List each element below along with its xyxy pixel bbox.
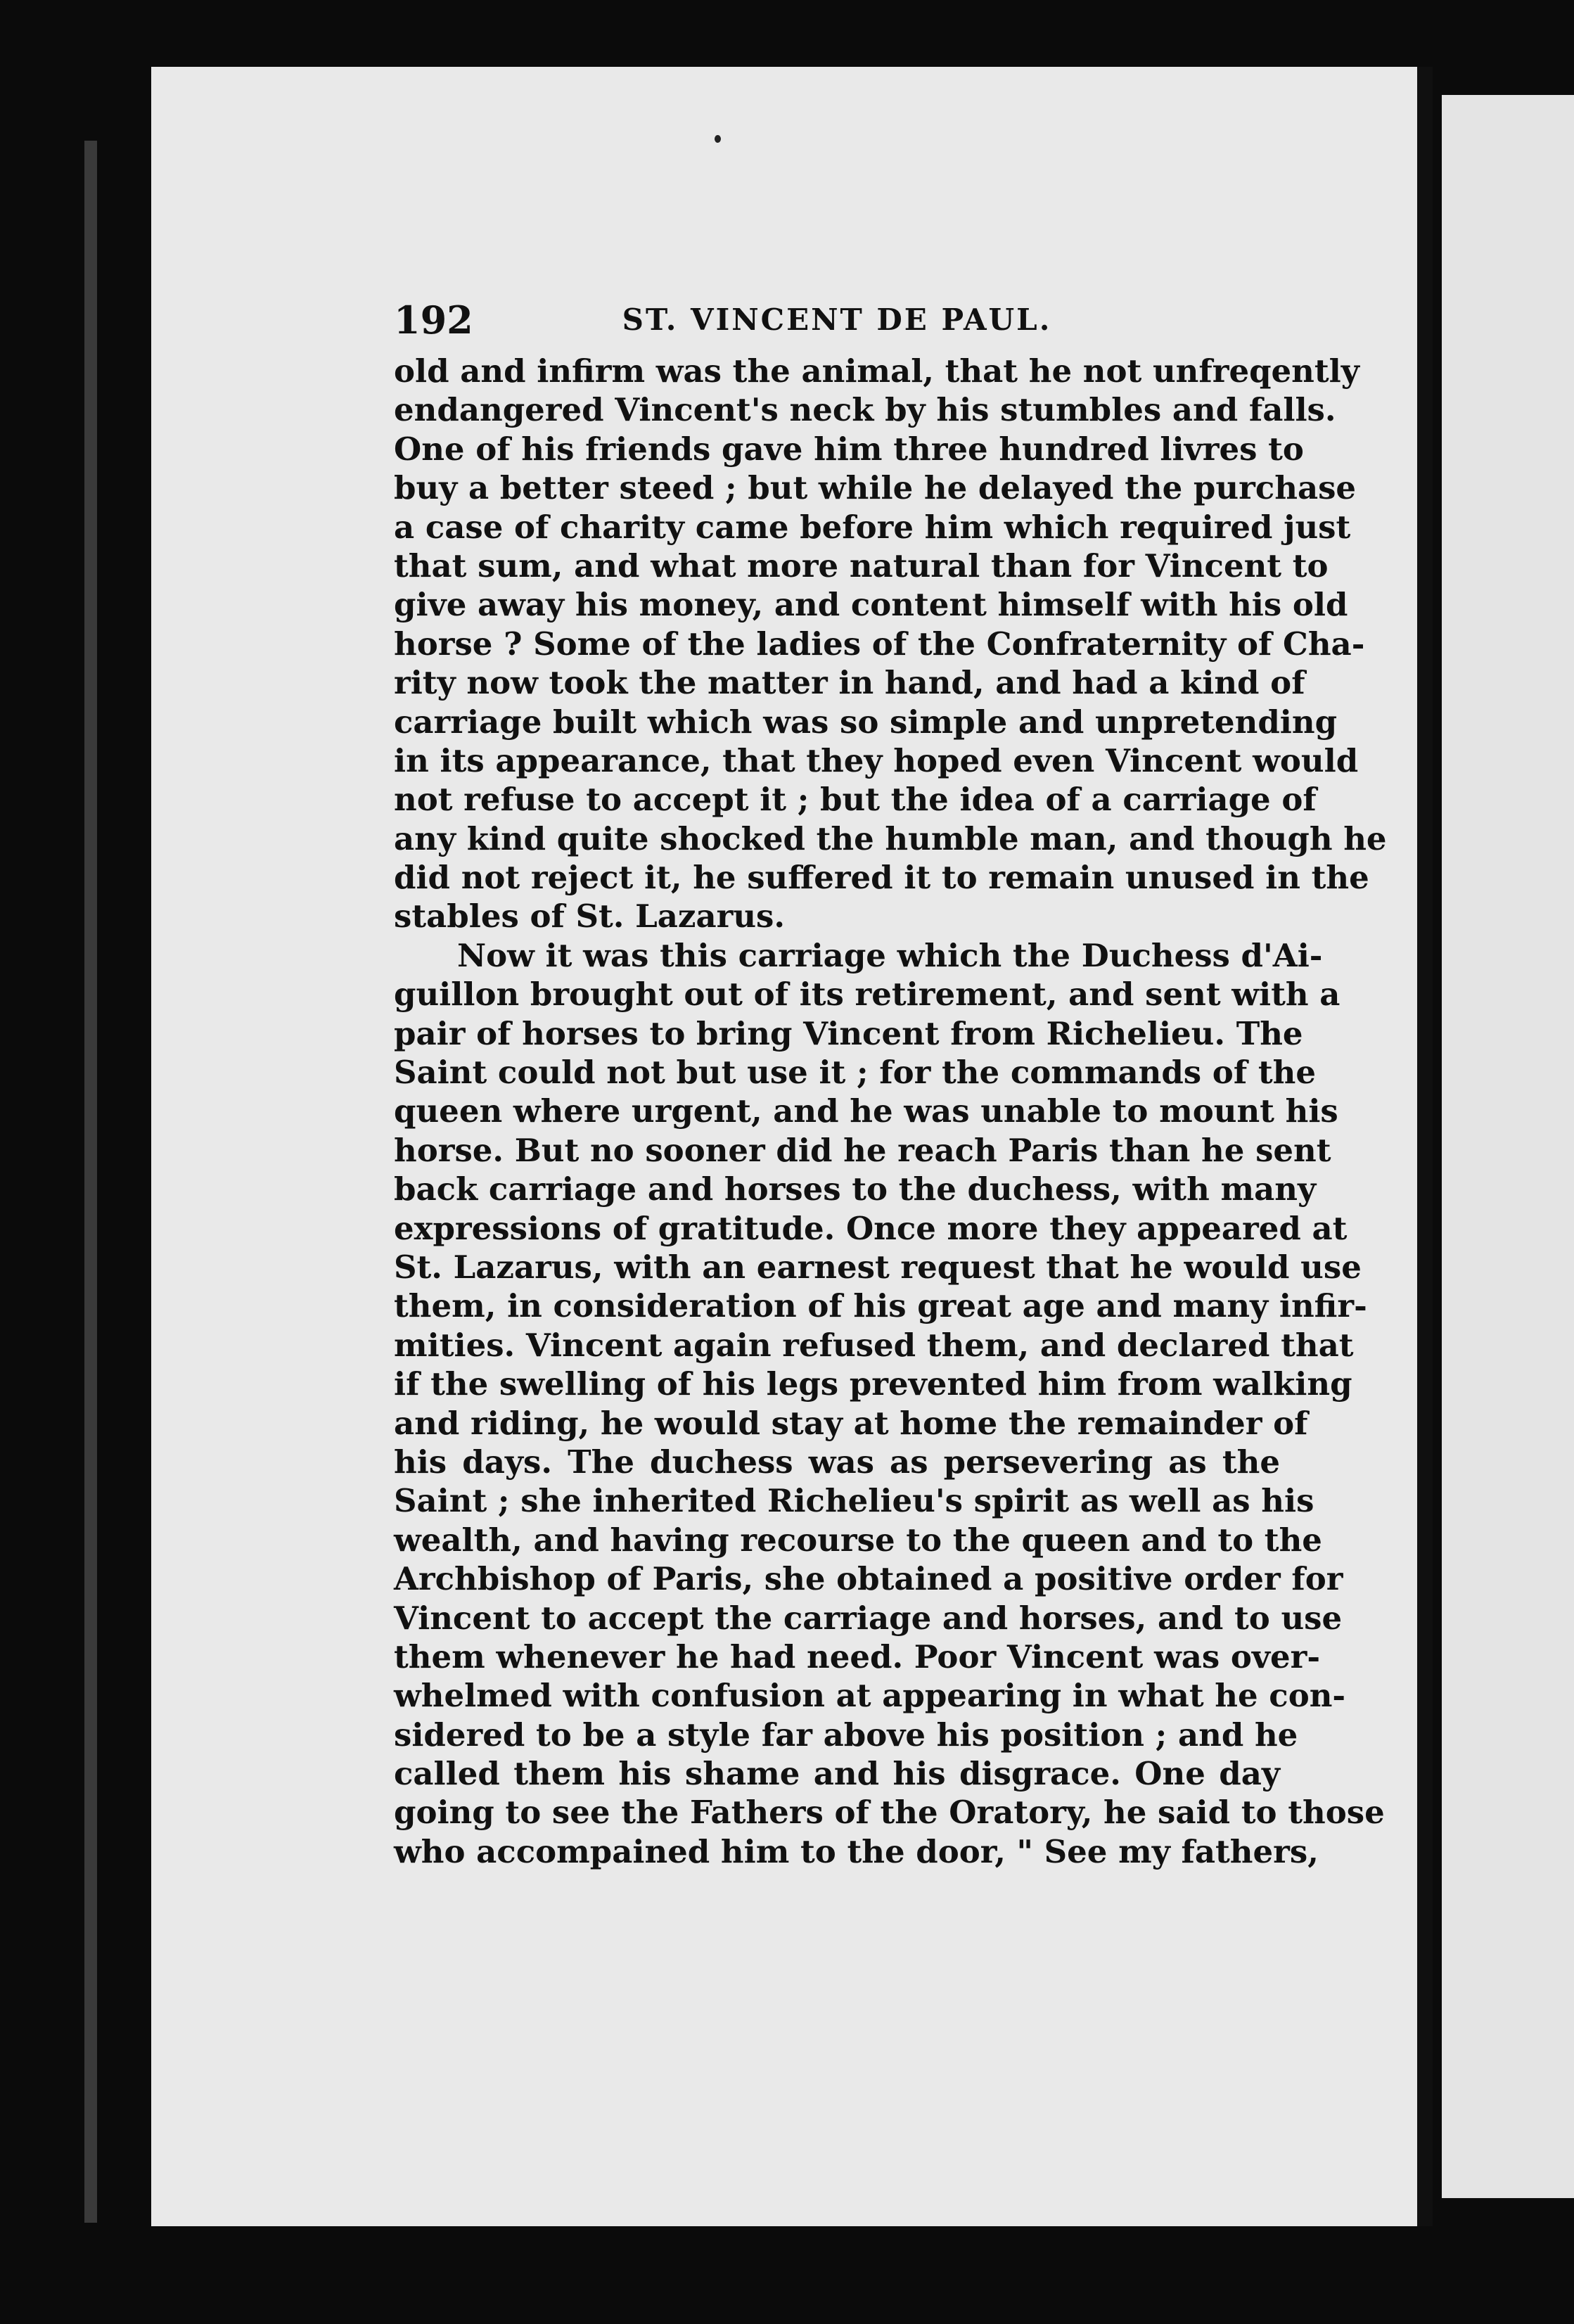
text-line: rity now took the matter in hand, and had a kind of — [394, 664, 1305, 702]
text-line: a case of charity came before him which required just — [394, 508, 1351, 546]
text-line: guillon brought out of its retirement, and sent with a — [394, 976, 1341, 1014]
text-line: stables of St. Lazarus. — [394, 898, 786, 936]
text-line: expressions of gratitude. Once more they appeared at — [394, 1209, 1348, 1247]
text-line: carriage built which was so simple and unpretending — [394, 703, 1338, 741]
text-line: sidered to be a style far above his position ; and he — [394, 1716, 1298, 1754]
text-line: Saint could not but use it ; for the commands of the — [394, 1054, 1316, 1092]
text-line: did not reject it, he suffered it to remain unused in the — [394, 859, 1369, 897]
text-line: whelmed with confusion at appearing in what he con- — [394, 1677, 1346, 1715]
page-number: 192 — [394, 298, 473, 343]
text-line: if the swelling of his legs prevented him from walking — [394, 1365, 1352, 1403]
text-line: horse. But no sooner did he reach Paris than he sent — [394, 1131, 1331, 1169]
ink-speck — [715, 135, 721, 143]
text-line: going to see the Fathers of the Oratory, he said to those — [394, 1794, 1385, 1832]
running-title: ST. VINCENT DE PAUL. — [622, 302, 1052, 337]
text-line: give away his money, and content himself with his old — [394, 586, 1348, 624]
text-line: old and infirm was the animal, that he not unfreqently — [394, 352, 1359, 390]
text-line: One of his friends gave him three hundred livres to — [394, 430, 1304, 468]
text-line: and riding, he would stay at home the remainder of — [394, 1404, 1308, 1442]
text-line: buy a better steed ; but while he delayed the purchase — [394, 469, 1357, 507]
text-line: called them his shame and his disgrace. One day — [394, 1755, 1280, 1793]
text-line: that sum, and what more natural than for Vincent to — [394, 547, 1329, 585]
text-line: endangered Vincent's neck by his stumbles and falls. — [394, 391, 1336, 429]
text-line: not refuse to accept it ; but the idea of a carriage of — [394, 781, 1317, 819]
text-line: any kind quite shocked the humble man, and though he — [394, 819, 1387, 857]
text-line: Archbishop of Paris, she obtained a positive order for — [394, 1560, 1343, 1598]
text-line: horse ? Some of the ladies of the Confraternity of Cha- — [394, 625, 1365, 663]
text-line: in its appearance, that they hoped even Vincent would — [394, 741, 1359, 779]
text-line: wealth, and having recourse to the queen and to the — [394, 1521, 1322, 1559]
body-text — [394, 352, 1387, 1871]
text-line: Vincent to accept the carriage and horses, and to use — [394, 1599, 1343, 1637]
text-line: them, in consideration of his great age and many infir- — [394, 1287, 1367, 1325]
text-line: who accompained him to the door, " See my fathers, — [394, 1832, 1319, 1870]
page-edge-left — [84, 141, 97, 2223]
text-line: queen where urgent, and he was unable to mount his — [394, 1092, 1338, 1130]
text-line: St. Lazarus, with an earnest request that he would use — [394, 1248, 1362, 1286]
page-header — [394, 288, 1280, 352]
text-line: Now it was this carriage which the Duchess d'Ai- — [457, 936, 1323, 974]
adjacent-page-edge — [1442, 95, 1574, 2198]
text-line: pair of horses to bring Vincent from Richelieu. The — [394, 1014, 1303, 1052]
text-line: his days. The duchess was as persevering as the — [394, 1443, 1280, 1481]
text-line: back carriage and horses to the duchess, with many — [394, 1170, 1317, 1208]
text-line: them whenever he had need. Poor Vincent was over- — [394, 1637, 1321, 1675]
text-line: mities. Vincent again refused them, and declared that — [394, 1326, 1354, 1364]
text-line: Saint ; she inherited Richelieu's spirit as well as his — [394, 1482, 1314, 1520]
